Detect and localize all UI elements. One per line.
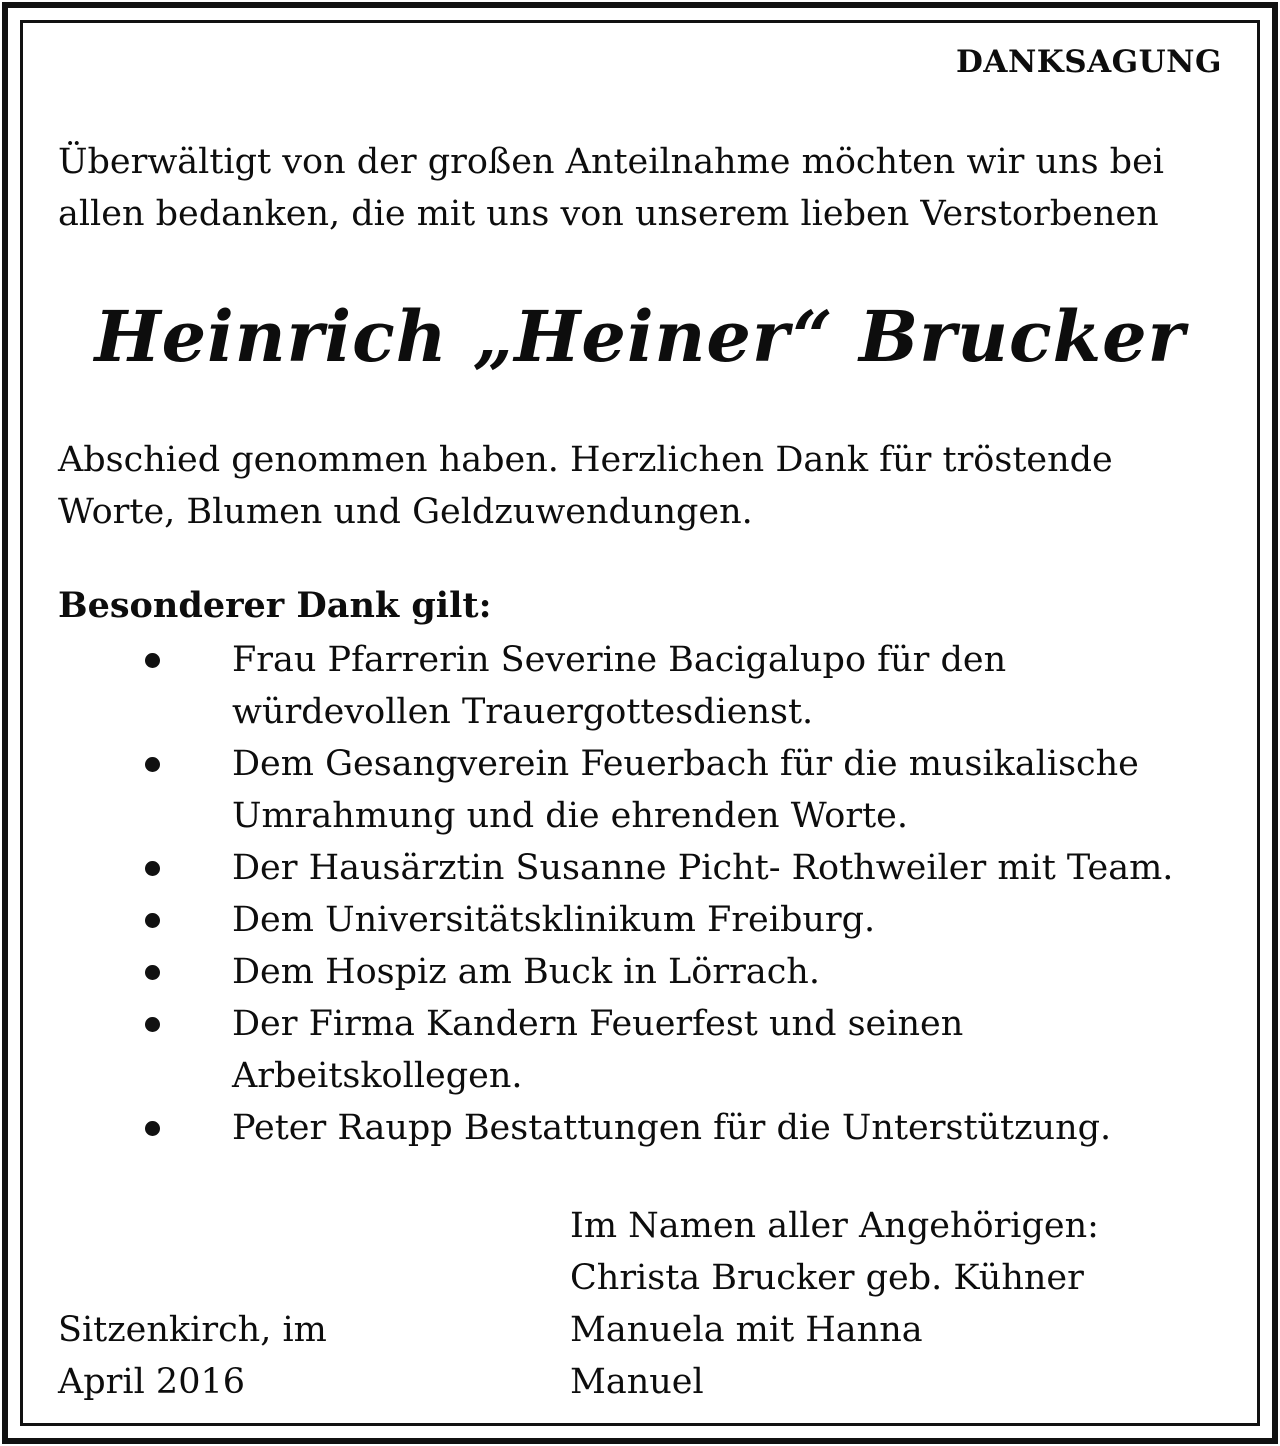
farewell-line-1: Abschied genommen haben. Herzlichen Dank für tröstende (58, 440, 1113, 480)
bullet-icon (145, 1017, 160, 1032)
deceased-name: Heinrich „Heiner“ Brucker (94, 295, 1186, 378)
signature-name: Manuela mit Hanna (570, 1310, 923, 1350)
bullet-icon (145, 965, 160, 980)
list-item-line: Arbeitskollegen. (232, 1056, 523, 1096)
list-item (0, 842, 1280, 894)
bullet-icon (145, 1121, 160, 1136)
list-item-line: Peter Raupp Bestattungen für die Unterstützung. (232, 1108, 1112, 1148)
list-item (0, 894, 1280, 946)
date-line: April 2016 (58, 1362, 245, 1402)
special-thanks-heading: Besonderer Dank gilt: (58, 585, 492, 626)
intro-line-2: allen bedanken, die mit uns von unserem lieben Verstorbenen (58, 194, 1159, 234)
list-item (0, 946, 1280, 998)
list-item (0, 738, 1280, 842)
place-line: Sitzenkirch, im (58, 1310, 327, 1350)
signature-name: Manuel (570, 1362, 704, 1402)
signature-name: Christa Brucker geb. Kühner (570, 1258, 1084, 1298)
list-item-line: Der Firma Kandern Feuerfest und seinen (232, 1004, 964, 1044)
list-item-line: Dem Hospiz am Buck in Lörrach. (232, 952, 820, 992)
signature-intro: Im Namen aller Angehörigen: (570, 1206, 1099, 1246)
list-item-line: Frau Pfarrerin Severine Bacigalupo für den (232, 640, 1007, 680)
list-item-line: würdevollen Trauergottesdienst. (232, 692, 814, 732)
farewell-paragraph (58, 434, 1113, 538)
notice-heading: DANKSAGUNG (956, 44, 1222, 80)
list-item (0, 634, 1280, 738)
signature-block (570, 1200, 1099, 1408)
bullet-icon (145, 861, 160, 876)
bullet-icon (145, 653, 160, 668)
bullet-icon (145, 757, 160, 772)
intro-paragraph (58, 136, 1164, 240)
list-item-line: Der Hausärztin Susanne Picht- Rothweiler mit Team. (232, 848, 1174, 888)
farewell-line-2: Worte, Blumen und Geldzuwendungen. (58, 492, 753, 532)
bullet-icon (145, 913, 160, 928)
list-item-line: Dem Universitätsklinikum Freiburg. (232, 900, 876, 940)
intro-line-1: Überwältigt von der großen Anteilnahme möchten wir uns bei (58, 142, 1164, 182)
list-item-line: Dem Gesangverein Feuerbach für die musikalische (232, 744, 1139, 784)
special-thanks-list (0, 634, 1280, 1154)
list-item (0, 998, 1280, 1102)
place-date (58, 1304, 327, 1408)
list-item (0, 1102, 1280, 1154)
list-item-line: Umrahmung und die ehrenden Worte. (232, 796, 909, 836)
